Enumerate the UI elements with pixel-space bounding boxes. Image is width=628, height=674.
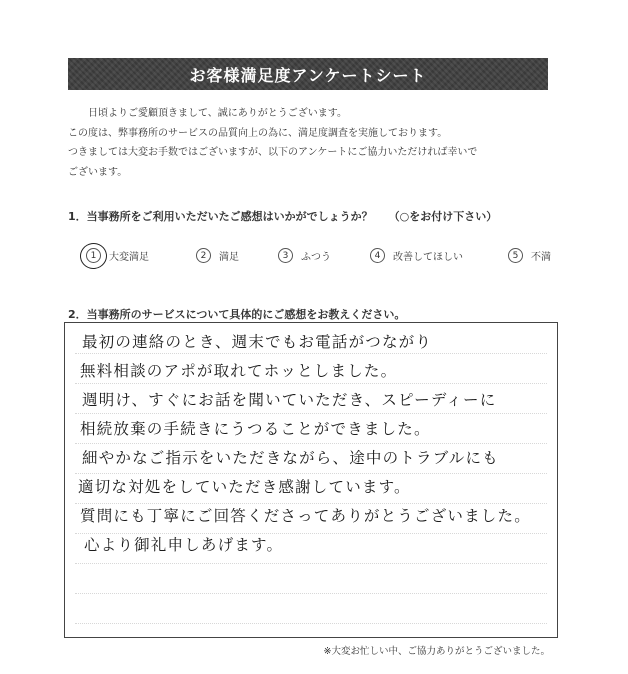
option-needs-improvement[interactable] xyxy=(370,248,463,263)
question-1-label: 1．当事務所をご利用いただいたご感想はいかがでしょうか？ xyxy=(68,210,373,223)
page-title: お客様満足度アンケートシート xyxy=(189,65,427,85)
option-label: 大変満足 xyxy=(109,252,149,263)
intro-line: ございます。 xyxy=(68,166,128,178)
answer-line: 週明け、すぐにお話を聞いていただき、スピーディーに xyxy=(82,391,497,409)
option-label: 満足 xyxy=(219,252,239,263)
footer-note: ※大変お忙しい中、ご協力ありがとうございました。 xyxy=(323,646,550,657)
answer-line: 無料相談のアポが取れてホッとしました。 xyxy=(80,362,398,380)
answer-line: 心より御礼申しあげます。 xyxy=(84,536,284,554)
intro-line: つきましては大変お手数ではございますが、以下のアンケートにご協力いただければ幸いで xyxy=(68,147,478,158)
selected-mark-circle xyxy=(78,241,108,271)
option-neutral[interactable] xyxy=(278,248,331,263)
option-label: 改善してほしい xyxy=(393,252,463,263)
option-number: 2 xyxy=(196,248,211,263)
answer-line: 相続放棄の手続きにうつることができました。 xyxy=(80,420,431,438)
satisfaction-options xyxy=(86,248,566,268)
guide-line xyxy=(75,383,547,384)
guide-line xyxy=(75,353,547,354)
guide-line xyxy=(75,413,547,414)
answer-line: 質問にも丁寧にご回答くださってありがとうございました。 xyxy=(80,507,531,525)
question-1-heading xyxy=(68,208,497,224)
answer-line: 最初の連絡のとき、週末でもお電話がつながり xyxy=(82,333,433,351)
guide-line xyxy=(75,473,547,474)
intro-paragraph xyxy=(68,104,558,182)
guide-line xyxy=(75,593,547,594)
option-dissatisfied[interactable] xyxy=(508,248,551,263)
option-label: 不満 xyxy=(531,252,551,263)
question-1-note: （○をお付け下さい） xyxy=(388,210,498,223)
guide-line xyxy=(75,443,547,444)
guide-line xyxy=(75,563,547,564)
option-number: 4 xyxy=(370,248,385,263)
answer-line: 適切な対処をしていただき感謝しています。 xyxy=(78,478,411,496)
answer-line: 細やかなご指示をいただきながら、途中のトラブルにも xyxy=(82,449,499,467)
option-very-satisfied[interactable] xyxy=(86,248,149,263)
option-number: 3 xyxy=(278,248,293,263)
guide-line xyxy=(75,623,547,624)
option-label: ふつう xyxy=(301,252,331,263)
option-number: 1 xyxy=(86,248,101,263)
intro-line: 日頃よりご愛顧頂きまして、誠にありがとうございます。 xyxy=(88,108,347,119)
option-number: 5 xyxy=(508,248,523,263)
title-banner xyxy=(68,58,548,90)
intro-line: この度は、弊事務所のサービスの品質向上の為に、満足度調査を実施しております。 xyxy=(68,127,448,139)
question-2-heading: 2．当事務所のサービスについて具体的にご感想をお教えください。 xyxy=(68,308,406,321)
option-satisfied[interactable] xyxy=(196,248,239,263)
